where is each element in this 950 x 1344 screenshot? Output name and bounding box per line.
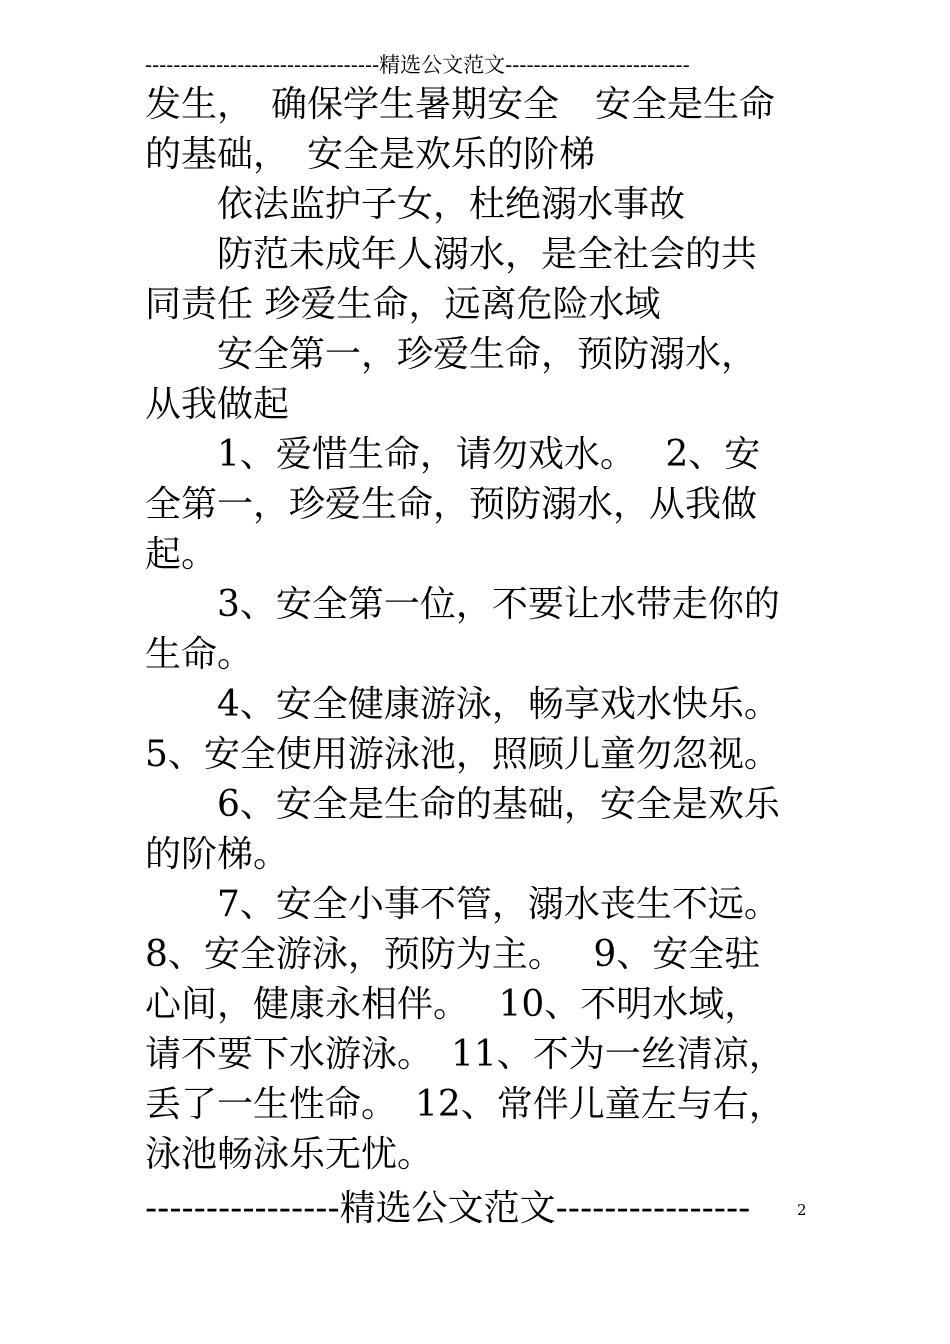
- text-line: 8、安全游泳，预防为主。 9、安全驻: [145, 934, 761, 975]
- text-line: 1、爱惜生命，请勿戏水。 2、安: [145, 434, 761, 475]
- text-line: 3、安全第一位，不要让水带走你的: [145, 584, 780, 625]
- header-left-dashes: ---------------------------------: [145, 53, 380, 77]
- footer-left-dashes: ----------------: [145, 1188, 340, 1229]
- document-body: [145, 80, 825, 1180]
- text-line: 防范未成年人溺水，是全社会的共: [145, 234, 758, 275]
- text-line: 发生， 确保学生暑期安全 安全是生命: [145, 84, 776, 125]
- text-line: 生命。: [145, 634, 254, 675]
- text-line: 5、安全使用游泳池，照顾儿童勿忽视。: [145, 734, 780, 775]
- text-line: 6、安全是生命的基础，安全是欢乐: [145, 784, 780, 825]
- footer-title: 精选公文范文: [339, 1188, 556, 1229]
- text-line: 从我做起: [145, 384, 290, 425]
- text-line: 请不要下水游泳。 11、不为一丝清凉，: [145, 1034, 785, 1075]
- page-footer: [145, 1184, 785, 1234]
- text-line: 全第一，珍爱生命，预防溺水，从我做: [145, 484, 758, 525]
- text-line: 7、安全小事不管，溺水丧生不远。: [145, 884, 780, 925]
- text-line: 依法监护子女，杜绝溺水事故: [145, 184, 686, 225]
- page-number: 2: [797, 1201, 807, 1219]
- text-line: 同责任 珍爱生命，远离危险水域: [145, 284, 661, 325]
- text-line: 心间，健康永相伴。 10、不明水域，: [145, 984, 761, 1025]
- footer-right-dashes: ----------------: [555, 1188, 751, 1229]
- text-line: 泳池畅泳乐无忧。: [145, 1134, 434, 1175]
- header-right-dashes: --------------------------: [505, 53, 690, 77]
- text-line: 起。: [145, 534, 218, 575]
- text-line: 的阶梯。: [145, 834, 290, 875]
- header-title: 精选公文范文: [379, 53, 506, 77]
- page-header: [145, 50, 800, 80]
- text-line: 丢了一生性命。 12、常伴儿童左与右，: [145, 1084, 785, 1125]
- text-line: 4、安全健康游泳，畅享戏水快乐。: [145, 684, 780, 725]
- text-line: 安全第一，珍爱生命，预防溺水，: [145, 334, 758, 375]
- text-line: 的基础， 安全是欢乐的阶梯: [145, 134, 596, 175]
